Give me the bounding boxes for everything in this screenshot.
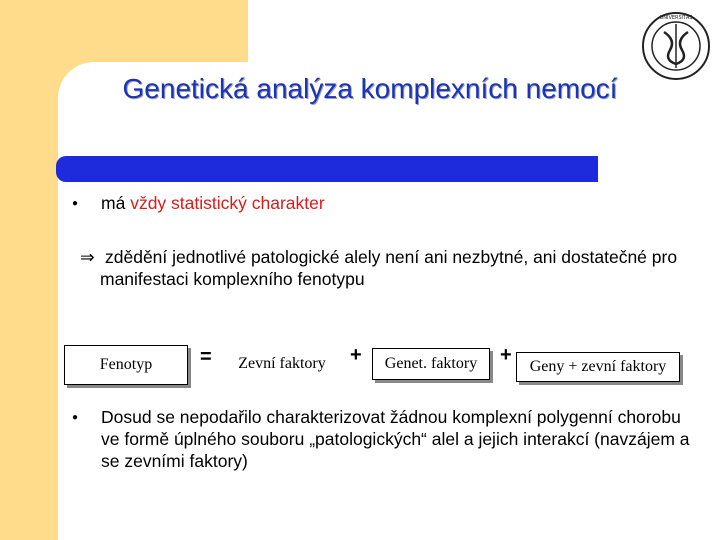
equation-plus-2: +	[500, 344, 512, 366]
bullet-1-prefix: má	[101, 193, 131, 213]
bullet-2: Dosud se nepodařilo charakterizovat žádnou komplexní polygenní chorobu ve formě úplného souboru „patologických“ alel a jejich interakcí (navzájem a se zevními faktory)	[101, 407, 690, 471]
university-seal-icon	[640, 10, 712, 82]
left-decor-band	[0, 0, 58, 540]
equation-box-environment: Zevní faktory	[226, 349, 338, 379]
implication-symbol: ⇒	[80, 247, 95, 267]
implication-text: zdědění jednotlivé patologické alely není ani nezbytné, ani dostatečné pro manifestaci komplexního fenotypu	[100, 247, 678, 289]
equation-equals: =	[200, 346, 212, 368]
equation-box-phenotype: Fenotyp	[64, 345, 188, 385]
top-decor-band	[0, 0, 248, 62]
equation-plus-1: +	[350, 344, 362, 366]
svg-text:UNIVERSITAS: UNIVERSITAS	[659, 15, 693, 21]
bullet-dot-2: ●	[72, 412, 79, 423]
slide-title: Genetická analýza komplexních nemocí	[122, 73, 618, 104]
equation-box-genetic: Genet. faktory	[372, 348, 490, 380]
bullet-1-highlight: vždy statistický charakter	[130, 193, 325, 213]
equation-box-interaction: Geny + zevní faktory	[516, 352, 680, 382]
title-underline-bar	[56, 156, 598, 182]
bullet-dot-1: ●	[72, 198, 79, 209]
bullet-1	[101, 192, 325, 214]
